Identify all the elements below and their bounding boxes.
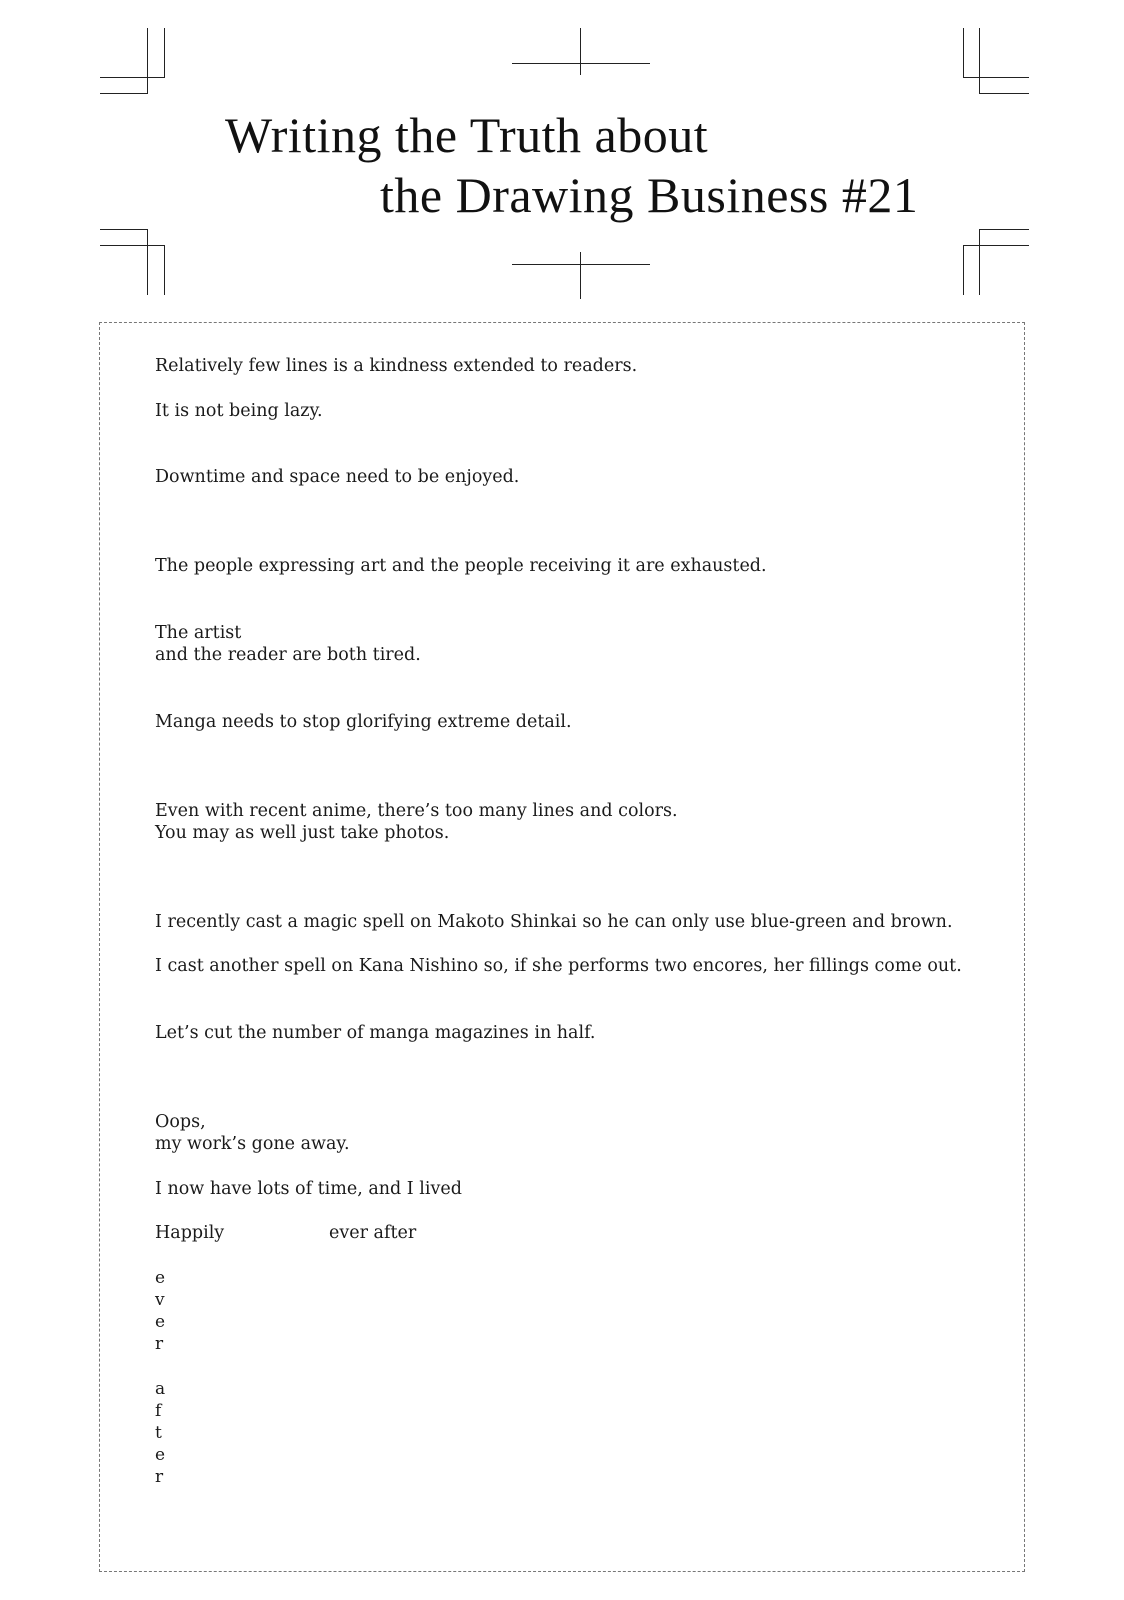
paragraph: and the reader are both tired. <box>155 645 421 665</box>
crop-mark <box>147 229 148 295</box>
crop-mark <box>963 245 964 295</box>
paragraph: Manga needs to stop glorifying extreme detail. <box>155 712 572 732</box>
vertical-letter: v <box>155 1290 165 1310</box>
paragraph: Even with recent anime, there’s too many lines and colors. <box>155 801 678 821</box>
vertical-letter: e <box>155 1312 166 1332</box>
vertical-letter: e <box>155 1268 166 1288</box>
crop-mark <box>979 93 1029 94</box>
paragraph: Oops, <box>155 1112 206 1132</box>
paragraph: I recently cast a magic spell on Makoto Shinkai so he can only use blue-green and brown. <box>155 912 953 932</box>
crop-mark <box>147 28 148 93</box>
crop-mark <box>164 245 165 295</box>
vertical-letter: r <box>155 1334 164 1354</box>
paragraph: The artist <box>155 623 242 643</box>
page-title-line-1: Writing the Truth about <box>225 107 709 163</box>
crop-mark <box>580 28 581 75</box>
crop-mark <box>580 252 581 299</box>
crop-mark <box>963 245 1029 246</box>
vertical-letter: a <box>155 1379 166 1399</box>
paragraph: Relatively few lines is a kindness extended to readers. <box>155 356 638 376</box>
crop-mark <box>512 264 650 265</box>
paragraph: my work’s gone away. <box>155 1134 350 1154</box>
paragraph: Let’s cut the number of manga magazines in half. <box>155 1023 596 1043</box>
crop-mark <box>100 229 148 230</box>
dashed-text-frame <box>99 322 1025 1572</box>
crop-mark <box>512 63 650 64</box>
paragraph: Happily <box>155 1223 225 1243</box>
vertical-letter: t <box>155 1423 162 1443</box>
vertical-letter: r <box>155 1467 164 1487</box>
crop-mark <box>979 229 1029 230</box>
crop-mark <box>979 28 980 93</box>
page-title-line-2: the Drawing Business #21 <box>380 167 919 223</box>
crop-mark <box>963 28 964 78</box>
paragraph: Downtime and space need to be enjoyed. <box>155 467 520 487</box>
paragraph: I cast another spell on Kana Nishino so, if she performs two encores, her fillings come out. <box>155 956 962 976</box>
crop-mark <box>100 93 148 94</box>
paragraph: You may as well just take photos. <box>155 823 450 843</box>
vertical-letter: f <box>155 1401 162 1421</box>
paragraph: I now have lots of time, and I lived <box>155 1179 462 1199</box>
vertical-letter: e <box>155 1445 166 1465</box>
crop-mark <box>100 245 165 246</box>
crop-mark <box>100 77 165 78</box>
paragraph: ever after <box>329 1223 417 1243</box>
paragraph: The people expressing art and the people receiving it are exhausted. <box>155 556 767 576</box>
crop-mark <box>963 77 1029 78</box>
crop-mark <box>979 229 980 295</box>
crop-mark <box>164 28 165 78</box>
paragraph: It is not being lazy. <box>155 401 323 421</box>
